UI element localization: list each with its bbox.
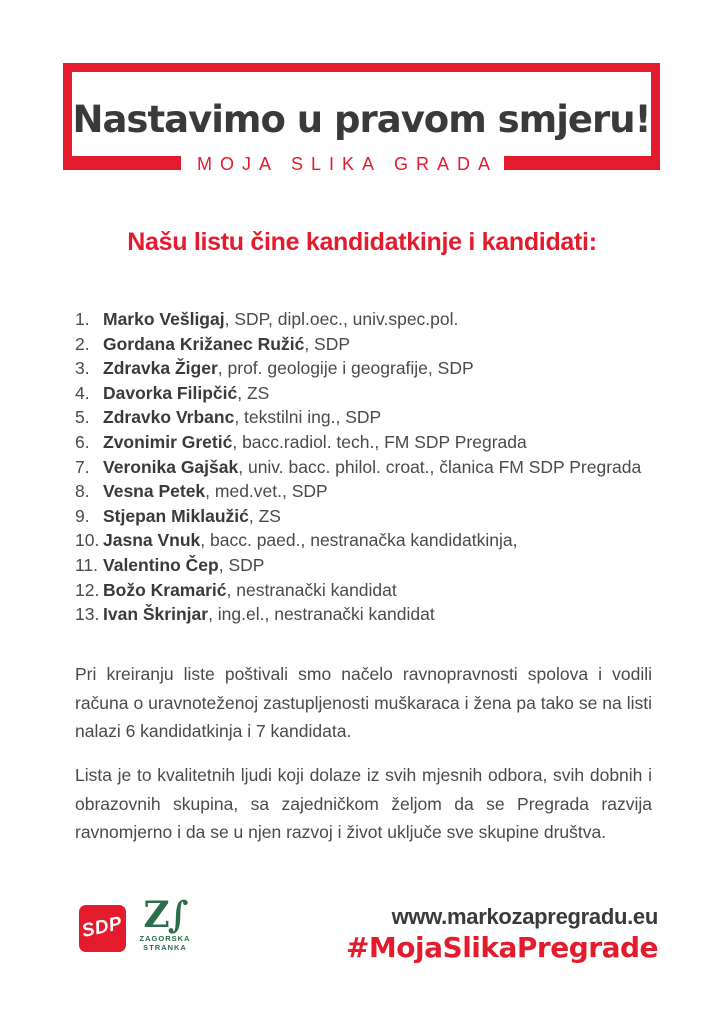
candidate-name: Davorka Filipčić [103, 382, 238, 403]
list-item-text [103, 604, 435, 625]
list-item-number: 12. [75, 579, 100, 600]
candidate-name: Zdravko Vrbanc [103, 407, 235, 428]
website-url: www.markozapregradu.eu [391, 904, 658, 929]
candidate-name: Zdravka Žiger [103, 358, 218, 379]
list-item [75, 530, 665, 555]
candidate-name: Zvonimir Gretić [103, 431, 233, 452]
candidate-details: , ZS [248, 505, 281, 526]
candidate-details: , SDP [218, 554, 265, 575]
list-item-number: 2. [75, 333, 90, 354]
campaign-hashtag: #MojaSlikaPregrade [345, 931, 658, 964]
zs-caption-line2: STRANKA [143, 943, 187, 952]
header-bottom-rule [63, 153, 660, 174]
list-item-number: 9. [75, 505, 90, 526]
header-subtitle: MOJA SLIKA GRADA [197, 153, 499, 174]
candidate-details: , univ. bacc. philol. croat., članica FM SDP Pregrada [238, 456, 642, 477]
footer-links [346, 903, 658, 965]
list-item [75, 506, 665, 531]
page-title: Nastavimo u pravom smjeru! [72, 97, 651, 141]
candidate-name: Gordana Križanec Ružić [103, 333, 305, 354]
list-item [75, 309, 665, 334]
candidate-details: , nestranački kandidat [226, 579, 397, 600]
candidate-details: , tekstilni ing., SDP [234, 407, 382, 428]
list-item-text [103, 407, 381, 428]
candidate-name: Ivan Škrinjar [103, 604, 209, 625]
header-banner [63, 63, 660, 174]
zs-logo-glyph: Z∫ [143, 894, 187, 936]
candidate-details: , bacc.radiol. tech., FM SDP Pregrada [232, 431, 527, 452]
candidate-details: , ing.el., nestranački kandidat [208, 604, 435, 625]
list-item-text [103, 506, 281, 527]
list-item-text [103, 334, 350, 355]
zs-caption-line1: ZAGORSKA [139, 934, 191, 943]
list-item-text [103, 580, 397, 601]
list-item-text [103, 457, 641, 478]
list-item-number: 5. [75, 407, 90, 428]
list-item [75, 334, 665, 359]
list-item-number: 8. [75, 481, 90, 502]
list-item-text [103, 555, 264, 576]
list-item-number: 3. [75, 358, 90, 379]
sdp-logo [79, 905, 126, 952]
candidate-list [75, 309, 665, 629]
list-item-number: 10. [75, 530, 100, 551]
list-item-number: 13. [75, 604, 100, 625]
list-item-text [103, 530, 517, 551]
paragraph-list-quality: Lista je to kvalitetnih ljudi koji dolaze iz svih mjesnih odbora, svih dobnih i obrazovnih skupina, sa zajedničkom željom da se Pregrada razvija ravnomjerno i da se u njen razvoj i život uključe sve skupine društva. [75, 765, 652, 842]
list-item [75, 580, 665, 605]
candidate-details: , ZS [237, 382, 270, 403]
list-item-number: 7. [75, 456, 90, 477]
list-item [75, 555, 665, 580]
list-item [75, 358, 665, 383]
candidate-details: , SDP, dipl.oec., univ.spec.pol. [224, 309, 459, 329]
header-rule-right [504, 156, 660, 170]
list-item-text [103, 383, 269, 404]
candidate-name: Valentino Čep [103, 554, 219, 575]
candidate-name: Veronika Gajšak [103, 456, 239, 477]
list-item [75, 457, 665, 482]
list-item [75, 481, 665, 506]
list-item-number: 4. [75, 382, 90, 403]
candidate-name: Marko Vešligaj [103, 309, 225, 329]
candidate-details: , prof. geologije i geografije, SDP [217, 358, 474, 379]
zagorska-stranka-logo [134, 896, 196, 952]
sdp-logo-text: SDP [80, 912, 125, 942]
candidate-details: , med.vet., SDP [205, 481, 328, 502]
list-item-text [103, 481, 328, 502]
candidate-details: , bacc. paed., nestranačka kandidatkinja, [200, 530, 518, 551]
header-rule-left [63, 156, 181, 170]
list-item [75, 432, 665, 457]
list-item-text [103, 358, 474, 379]
candidate-name: Stjepan Miklaužić [103, 505, 249, 526]
list-item [75, 407, 665, 432]
candidate-details: , SDP [304, 333, 351, 354]
list-heading: Našu listu čine kandidatkinje i kandidati: [127, 228, 597, 256]
list-item-text [103, 432, 527, 453]
paragraph-gender-balance: Pri kreiranju liste poštivali smo načelo ravnopravnosti spolova i vodili računa o uravnoteženoj zastupljenosti muškaraca i žena pa tako se na listi nalazi 6 kandidatkinja i 7 kandidata. [75, 664, 652, 741]
list-item-number: 6. [75, 431, 90, 452]
list-item [75, 604, 665, 629]
list-item [75, 383, 665, 408]
list-item-number: 1. [75, 309, 90, 329]
candidate-name: Jasna Vnuk [103, 530, 201, 551]
candidate-name: Vesna Petek [103, 481, 206, 502]
list-item-number: 11. [75, 554, 99, 575]
list-item-text [103, 309, 458, 330]
candidate-name: Božo Kramarić [103, 579, 227, 600]
